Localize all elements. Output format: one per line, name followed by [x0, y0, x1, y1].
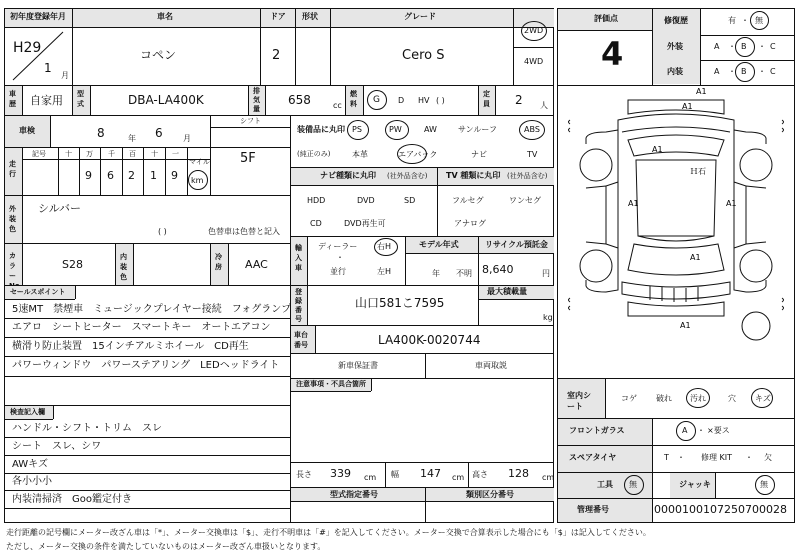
inspection-year: 8: [97, 126, 105, 140]
int-sep-2: ・: [758, 67, 766, 76]
import-dot: ・: [336, 253, 344, 262]
equipment-sub: (純正のみ): [297, 150, 331, 158]
width-unit: cm: [452, 473, 465, 482]
inspector-notes-label: 検査記入欄: [10, 408, 45, 416]
drive-4wd: 4WD: [524, 57, 544, 66]
recycle-unit: 円: [542, 269, 550, 278]
seat-tear: 破れ: [656, 394, 672, 403]
reg-month: 1: [44, 61, 52, 75]
ext-grade-b: B: [741, 42, 747, 51]
color-paren: ( ): [158, 227, 167, 236]
shift-label: シフト: [240, 117, 261, 125]
fuel-g: G: [373, 95, 380, 105]
equip-leather: 本革: [352, 150, 368, 159]
spare-label: スペアタイヤ: [569, 453, 617, 462]
score: 4: [601, 35, 624, 73]
equip-tv: TV: [527, 150, 538, 159]
tv-analog: アナログ: [454, 219, 486, 228]
seat-hole: 穴: [728, 394, 736, 403]
sales-points-label: セールスポイント: [10, 288, 66, 296]
model-label: 型式: [77, 90, 84, 108]
spare-sep-2: ・: [745, 453, 753, 462]
color-code: S28: [62, 258, 83, 271]
usage: 自家用: [30, 94, 63, 107]
first-reg-label: 初年度登録年月: [10, 12, 66, 21]
ac-label: 冷房: [215, 253, 222, 271]
import-label: 輸入車: [295, 244, 302, 272]
digit-unit-1: 十: [65, 150, 72, 158]
jack-label: ジャッキ: [679, 480, 711, 489]
width: 147: [420, 467, 441, 480]
tv-fullseg: フルセグ: [452, 196, 484, 205]
shape-label: 形状: [302, 12, 318, 21]
windshield-a: A: [682, 426, 688, 435]
recycle-label: リサイクル預託金: [485, 240, 548, 249]
model-year-unit: 年: [432, 269, 440, 278]
type-number-label: 型式指定番号: [330, 490, 378, 499]
sales-point-3: 横滑り防止装置 15インチアルミホイール CD再生: [12, 341, 249, 352]
int-sep-1: ・: [728, 67, 736, 76]
drive-2wd: 2WD: [524, 26, 544, 35]
repair-no: 無: [755, 16, 763, 25]
km-unit: km: [191, 176, 204, 185]
equip-pw: PW: [389, 125, 402, 134]
navi-sub: (社外品含む): [387, 172, 428, 180]
int-grade-b: B: [741, 67, 747, 76]
reg-month-unit: 月: [61, 71, 69, 80]
shift: 5F: [240, 151, 256, 166]
height-unit: cm: [542, 473, 555, 482]
inspection-year-unit: 年: [128, 134, 136, 143]
max-load-unit: kg: [543, 313, 553, 322]
car-name-label: 車名: [157, 12, 173, 21]
exterior-label: 外装: [667, 42, 683, 51]
repair-yes: 有: [728, 16, 736, 25]
tv-sub: (社外品含む): [507, 172, 548, 180]
score-label: 評価点: [594, 14, 618, 23]
int-grade-a: A: [714, 67, 720, 76]
fuel-other: ( ): [436, 96, 445, 105]
navi-cd: CD: [310, 219, 322, 228]
equip-airbag: エアバック: [398, 150, 438, 159]
mark-a1-rear: A1: [680, 321, 691, 330]
model-year-label: モデル年式: [419, 240, 459, 249]
inspection-label: 車検: [19, 126, 35, 135]
repair-label: 修復歴: [664, 16, 688, 25]
notes-label: 注意事項・不具合箇所: [296, 380, 366, 388]
import-left: 左H: [377, 267, 392, 276]
ext-sep-2: ・: [758, 42, 766, 51]
color-value: シルバー: [38, 202, 81, 215]
import-dealer: ディーラー: [318, 242, 358, 251]
registration-label: 登録番号: [295, 288, 302, 323]
mileage-digit-2: 6: [107, 169, 114, 182]
interior-label: 内装: [667, 67, 683, 76]
inspector-note-5: 内装清掃済 Goo鑑定付き: [12, 494, 132, 505]
usage-label: 車歴: [9, 90, 16, 108]
ext-sep-1: ・: [728, 42, 736, 51]
color-code-label: カラー: [9, 252, 16, 280]
import-right: 右H: [377, 242, 392, 251]
height-label: 高さ: [472, 470, 488, 479]
import-parallel: 並行: [330, 267, 346, 276]
sales-point-1: 5速MT 禁煙車 ミュージックプレイヤー接続 フォグランプ: [12, 304, 292, 315]
mileage-label: 走行: [9, 160, 16, 178]
mileage-digit-5: 9: [171, 169, 178, 182]
mark-a1-right: A1: [726, 199, 737, 208]
model: DBA-LA400K: [128, 93, 204, 107]
max-load-label: 最大積載量: [487, 287, 527, 296]
digit-unit-6: 一: [172, 150, 179, 158]
mileage-digit-4: 1: [150, 169, 157, 182]
mark-right-stone: Ｈ石: [690, 167, 706, 176]
mile-label: マイル: [189, 158, 210, 166]
ext-grade-c: C: [770, 42, 776, 51]
displacement: 658: [288, 93, 311, 107]
grade-label: グレード: [404, 12, 436, 21]
mark-a1-left: A1: [628, 199, 639, 208]
navi-dvd: DVD: [357, 196, 375, 205]
tools-value: 無: [629, 480, 637, 489]
spare-none: 欠: [764, 453, 772, 462]
inspection-month-unit: 月: [183, 134, 191, 143]
navi-hdd: HDD: [307, 196, 326, 205]
cc-unit: cc: [333, 101, 342, 110]
seat-burn: コゲ: [621, 394, 637, 403]
capacity-label: 定員: [483, 90, 490, 108]
digit-unit-5: 十: [151, 150, 158, 158]
management-value: 0000100107250700028: [654, 503, 787, 516]
mileage-digit-3: 2: [128, 169, 135, 182]
mark-a1-trunk: A1: [690, 253, 701, 262]
spare-kit: 修理 KIT: [701, 453, 733, 462]
car-name: コペン: [140, 48, 177, 62]
fuel-label: 燃料: [350, 90, 357, 108]
capacity-unit: 人: [540, 101, 548, 110]
sales-point-4: パワーウィンドウ パワーステアリング LEDヘッドライト: [12, 360, 280, 371]
navi-sd: SD: [404, 196, 416, 205]
equip-navi: ナビ: [471, 150, 487, 159]
equip-sunroof: サンルーフ: [458, 125, 497, 134]
color-label: 外装色: [9, 205, 16, 233]
footer-line-2: ただし、メーター交換の条件を満たしていないものはメーター改ざん車扱いとなります。: [6, 542, 326, 551]
mark-a1-hood: A1: [652, 145, 663, 154]
chassis-value: LA400K-0020744: [378, 333, 481, 347]
seat-scratch: キズ: [755, 394, 771, 403]
management-label: 管理番号: [577, 505, 609, 514]
tools-label: 工具: [597, 480, 613, 489]
inspector-note-1: ハンドル・シフト・トリム スレ: [12, 423, 162, 434]
mark-a1-front: A1: [696, 87, 707, 96]
doors: 2: [272, 48, 281, 63]
chassis-label: 車台番号: [294, 331, 308, 349]
length-unit: cm: [364, 473, 377, 482]
grade: Cero S: [402, 48, 445, 63]
digit-unit-2: 万: [86, 150, 93, 158]
tv-label: TV 種類に丸印: [446, 171, 501, 180]
jack-value: 無: [760, 480, 768, 489]
windshield-note: ×要ス: [707, 426, 730, 435]
reg-year: H29: [13, 40, 42, 56]
tv-oneseg: ワンセグ: [509, 196, 541, 205]
ext-grade-a: A: [714, 42, 720, 51]
equip-abs: ABS: [524, 125, 540, 134]
windshield-label: フロントガラス: [569, 426, 625, 435]
fuel-d: D: [398, 96, 405, 105]
sales-point-2: エアロ シートヒーター スマートキー オートエアコン: [12, 322, 271, 333]
length: 339: [330, 467, 351, 480]
spare-sep-1: ・: [677, 453, 685, 462]
inspector-note-4: 各小小小: [12, 476, 52, 487]
mileage-digit-1: 9: [85, 169, 92, 182]
model-year-unknown: 不明: [456, 269, 472, 278]
navi-label: ナビ種類に丸印: [320, 171, 376, 180]
car-diagram: [558, 86, 794, 377]
door-label: ドア: [270, 12, 286, 21]
mark-a1-top: A1: [682, 102, 693, 111]
spare-t: T: [664, 453, 669, 462]
fuel-hv: HV: [418, 96, 430, 105]
equip-aw: AW: [424, 125, 437, 134]
repair-sep: ・: [741, 16, 749, 25]
inspector-note-3: AWキズ: [12, 459, 48, 470]
equipment-label: 装備品に丸印: [297, 125, 345, 134]
int-grade-c: C: [770, 67, 776, 76]
interior-color-label: 内装色: [120, 253, 127, 281]
vehicle-manual: 車両取説: [475, 361, 507, 370]
capacity: 2: [515, 93, 523, 107]
width-label: 幅: [391, 470, 399, 479]
navi-dvd-play: DVD再生可: [344, 219, 386, 228]
inspector-note-2: シート スレ、シワ: [12, 441, 102, 452]
digit-unit-4: 百: [129, 150, 136, 158]
seat-dirt: 汚れ: [690, 394, 706, 403]
displacement-label: 排気量: [253, 87, 260, 113]
ac-value: AAC: [245, 258, 268, 271]
interior-seat-label: 室内シート: [567, 391, 591, 411]
footer-line-1: 走行距離の記号欄にメーター改ざん車は「*」、メーター交換車は「$」、走行不明車は「#」を記入してください。メーター交換で合算表示した場合にも「$」は記入してください。: [6, 528, 651, 537]
new-car-warranty: 新車保証書: [338, 361, 378, 370]
recycle-amount: 8,640: [482, 263, 514, 276]
mileage-mark-label: 記号: [32, 150, 46, 158]
registration-value: 山口581こ7595: [355, 296, 445, 310]
class-number-label: 類別区分番号: [466, 490, 514, 499]
length-label: 長さ: [296, 470, 312, 479]
equip-ps: PS: [352, 125, 362, 134]
digit-unit-3: 千: [108, 150, 115, 158]
inspection-month: 6: [155, 126, 163, 140]
windshield-sep: ・: [697, 426, 705, 435]
height: 128: [508, 467, 529, 480]
color-note: 色替車は色替と記入: [208, 227, 280, 236]
